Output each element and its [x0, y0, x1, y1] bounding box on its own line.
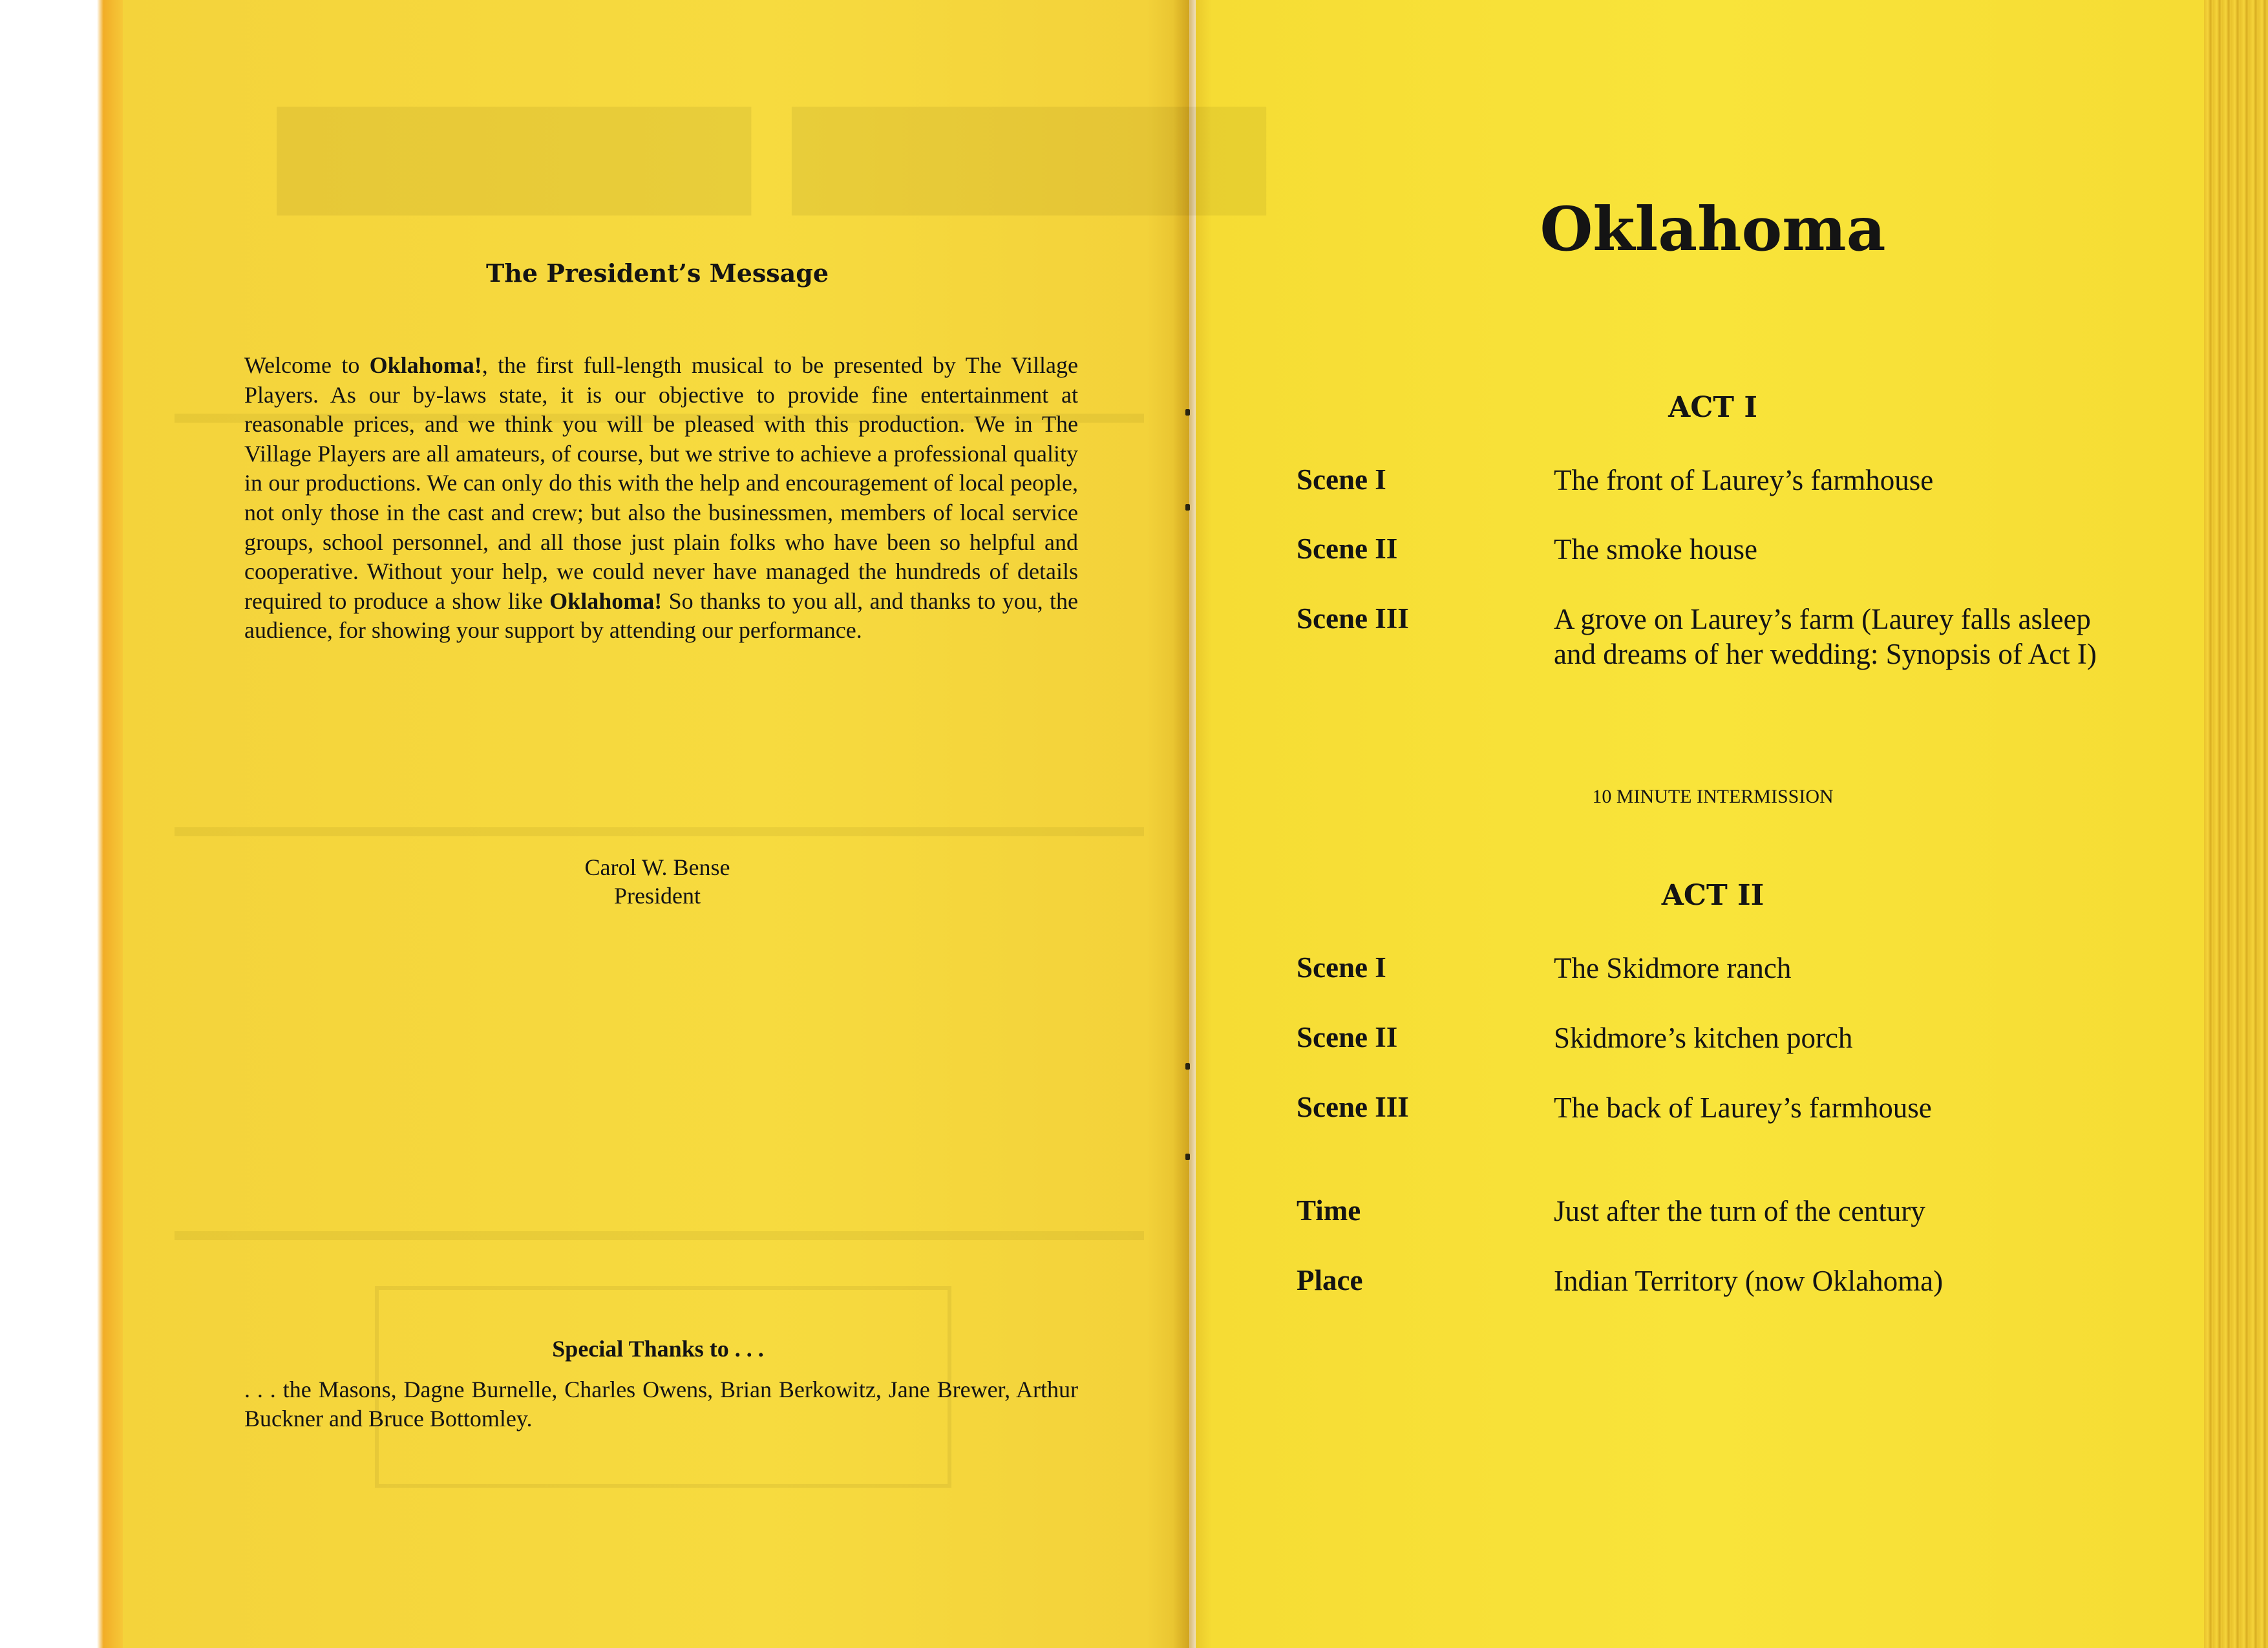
place-label: Place: [1297, 1264, 1363, 1296]
presidents-message-heading: The President’s Message: [485, 259, 829, 288]
act-two-scene-description: The Skidmore ranch: [1554, 952, 1792, 984]
act-one-scene-description: A grove on Laurey’s farm (Laurey falls asleep and dreams of her wedding: Synopsis of Act I): [1554, 603, 2097, 670]
signature-name: Carol W. Bense: [584, 854, 730, 880]
time-description: Just after the turn of the century: [1554, 1195, 1925, 1227]
special-thanks-heading: Special Thanks to . . .: [552, 1336, 764, 1362]
act-two-scene-label: Scene I: [1297, 951, 1386, 984]
place-description: Indian Territory (now Oklahoma): [1554, 1265, 1944, 1297]
act-one-scene-label: Scene III: [1297, 602, 1409, 635]
act-one-scene-description: The front of Laurey’s farmhouse: [1554, 464, 1934, 496]
left-cover-edge: [0, 0, 123, 1648]
act-one-scene-description: The smoke house: [1554, 533, 1757, 565]
act-one-scene-label: Scene I: [1297, 463, 1386, 496]
act-two-scene-label: Scene III: [1297, 1091, 1409, 1123]
message-text: So thanks to you all, and thanks to you, the audience, for showing your support by attending our performance.: [244, 587, 1078, 644]
special-thanks-body: . . . the Masons, Dagne Burnelle, Charles Owens, Brian Berkowitz, Jane Brewer, Arthur Buckner and Bruce Bottomley.: [244, 1377, 1078, 1431]
staple-mark: [1185, 409, 1190, 416]
act-two-scene-label: Scene II: [1297, 1021, 1398, 1053]
message-text: Welcome to: [244, 352, 370, 378]
signature-title: President: [614, 883, 701, 909]
center-fold: [1173, 0, 1212, 1648]
intermission-note: 10 MINUTE INTERMISSION: [1592, 786, 1834, 807]
staple-mark: [1185, 1154, 1190, 1160]
show-title: Oklahoma: [1540, 194, 1886, 265]
act-one-scene-label: Scene II: [1297, 533, 1398, 565]
show-name: Oklahoma!: [369, 352, 482, 378]
act-two-scene-description: The back of Laurey’s farmhouse: [1554, 1092, 1932, 1124]
signature: [502, 853, 812, 910]
act-one-heading: ACT I: [1668, 391, 1757, 424]
presidents-message-body: [244, 351, 1078, 646]
right-page-edges: [2204, 0, 2268, 1648]
staple-mark: [1185, 504, 1190, 511]
show-through-rule: [175, 1231, 1144, 1240]
show-name: Oklahoma!: [549, 587, 662, 614]
staple-mark: [1185, 1063, 1190, 1070]
time-label: Time: [1297, 1194, 1361, 1227]
act-two-heading: ACT II: [1661, 879, 1765, 912]
show-through-rule: [175, 827, 1144, 836]
act-two-scene-description: Skidmore’s kitchen porch: [1554, 1022, 1853, 1054]
message-text: , the first full-length musical to be presented by The Village Players. As our by-laws state, it is our objective to provide fine entertainment at reasonable prices, and we think you will be pleased with this production. We in The Village Players are all amateurs, of course, but we strive to achieve a professional quality in our productions. We can only do this with the help and encouragement of local people, not only those in the cast and crew; but also the businessmen, members of local service groups, school personnel, and all those just plain folks who have been so helpful and cooperative. Without your help, we could never have managed the hundreds of details required to produce a show like: [244, 352, 1078, 614]
